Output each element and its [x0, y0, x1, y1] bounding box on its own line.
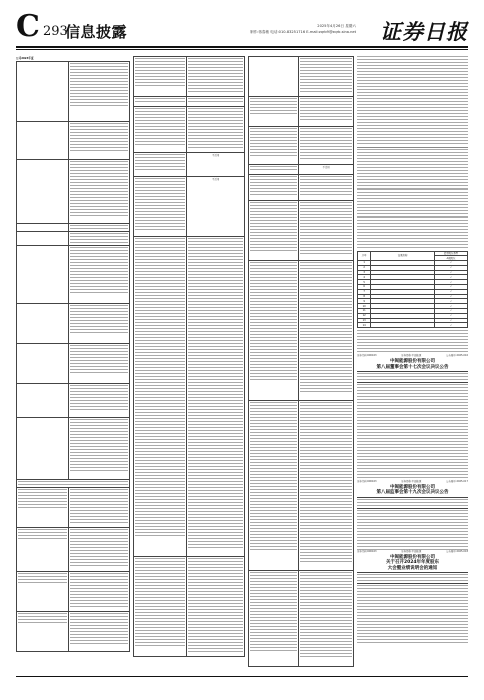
vote-row-no: 10 [358, 304, 371, 309]
table-row [249, 97, 354, 127]
table-row [134, 57, 245, 97]
vote-row-check: √ [434, 304, 467, 309]
header-rule [16, 46, 468, 48]
vote-row-check: √ [434, 289, 467, 294]
vote-row-no: 9 [358, 299, 371, 304]
table-row [17, 344, 130, 384]
vote-row-check: √ [434, 270, 467, 275]
vote-row-check: √ [434, 313, 467, 318]
table-row [249, 401, 354, 571]
vote-row-no: 6 [358, 285, 371, 290]
na-cell: 不适用 [187, 177, 245, 237]
vote-row-no: 3 [358, 270, 371, 275]
announcement-title: 中闽能源股份有限公司 关于召开2024年年度股东 大会暨业绩说明会的通知 [385, 554, 440, 571]
masthead [16, 9, 468, 44]
vote-row-no: 12 [358, 313, 371, 318]
vote-subheader: A股股东 [434, 256, 467, 261]
table-row [134, 237, 245, 557]
header-rule-thin [16, 49, 468, 50]
table-row [358, 323, 468, 328]
stock-code: 证券代码:600163 [357, 354, 377, 358]
vote-row-check: √ [434, 318, 467, 323]
column-1 [16, 56, 130, 670]
column-4 [357, 56, 468, 670]
announcement-title: 中闽能源股份有限公司 第八届监事会第十九次会议决议公告 [376, 485, 449, 496]
table-row [249, 57, 354, 97]
vote-row-check: √ [434, 294, 467, 299]
vote-row-no: 11 [358, 309, 371, 314]
stock-name: 证券简称:中闽能源 [401, 480, 422, 484]
announcement-3 [357, 550, 468, 645]
table-row [17, 528, 130, 572]
vote-row-no: 7 [358, 289, 371, 294]
table-row [249, 165, 354, 175]
vote-row-check: √ [434, 265, 467, 270]
editor-contact: 制作:蒋春敏 电话:010-83251716 E-mail:zqrb9@zqrb.sina.net [249, 30, 356, 34]
vote-row-no: 2 [358, 265, 371, 270]
col2-table [133, 56, 245, 657]
table-row [134, 557, 245, 657]
notice-no: 公告编号:2025-018 [446, 549, 468, 553]
col4-continued-text [357, 56, 468, 146]
issue-info [250, 23, 356, 35]
vote-row-check: √ [434, 309, 467, 314]
vote-row-check: √ [434, 261, 467, 266]
announcement-title: 中闽能源股份有限公司 第八届董事会第十七次会议决议公告 [376, 359, 449, 370]
announcement-1 [357, 354, 468, 480]
table-row [249, 127, 354, 165]
table-row [17, 224, 130, 232]
column-3 [248, 56, 354, 670]
stock-name: 证券简称:中闽能源 [401, 354, 422, 358]
table-row [17, 572, 130, 612]
vote-row-check: √ [434, 285, 467, 290]
vote-header-name: 议案名称 [371, 251, 435, 261]
table-row [17, 246, 130, 304]
table-row [249, 175, 354, 201]
vote-header-no: 序号 [358, 251, 371, 261]
stock-name: 证券简称:中闽能源 [401, 549, 422, 553]
na-cell: 不适用 [187, 153, 245, 177]
table-row [249, 201, 354, 261]
col1-head: 公司2024年度 [16, 57, 34, 60]
page-number: 293 [43, 24, 68, 39]
footer-rule [16, 676, 468, 677]
vote-row-check: √ [434, 275, 467, 280]
vote-row-name [371, 323, 435, 328]
table-row [17, 480, 130, 488]
table-row [17, 488, 130, 528]
section-title: 信息披露 [65, 23, 128, 41]
table-row [134, 153, 245, 177]
table-row [17, 160, 130, 224]
vote-header-type: 投票股东类型 [434, 251, 467, 256]
col3-table [248, 56, 354, 667]
vote-row-no: 14 [358, 323, 371, 328]
table-row [17, 122, 130, 160]
table-row [17, 612, 130, 652]
vote-row-no: 5 [358, 280, 371, 285]
vote-row-check: √ [434, 280, 467, 285]
notice-no: 公告编号:2025-017 [446, 480, 468, 484]
table-row [17, 62, 130, 122]
vote-row-check: √ [434, 299, 467, 304]
table-row [17, 418, 130, 480]
stock-code: 证券代码:600163 [357, 549, 377, 553]
stock-code: 证券代码:600163 [357, 480, 377, 484]
table-row [249, 571, 354, 667]
table-row [134, 107, 245, 153]
vote-row-no: 13 [358, 318, 371, 323]
column-2 [133, 56, 245, 670]
vote-table [357, 251, 468, 329]
announcement-2 [357, 480, 468, 550]
table-row [249, 261, 354, 401]
vote-row-no: 4 [358, 275, 371, 280]
na-cell: 不适用 [299, 165, 354, 175]
col1-table [16, 61, 130, 652]
table-row [17, 304, 130, 344]
section-letter: C [16, 9, 40, 44]
newspaper-logo: 证券日报 [380, 19, 468, 44]
vote-row-no: 1 [358, 261, 371, 266]
table-row [134, 177, 245, 237]
vote-row-no: 8 [358, 294, 371, 299]
table-row [134, 97, 245, 107]
notice-no: 公告编号:2025-016 [446, 354, 468, 358]
issue-date: 2025年4月26日 星期六 [317, 24, 356, 28]
table-row [17, 384, 130, 418]
vote-row-check: √ [434, 323, 467, 328]
table-row [17, 232, 130, 246]
